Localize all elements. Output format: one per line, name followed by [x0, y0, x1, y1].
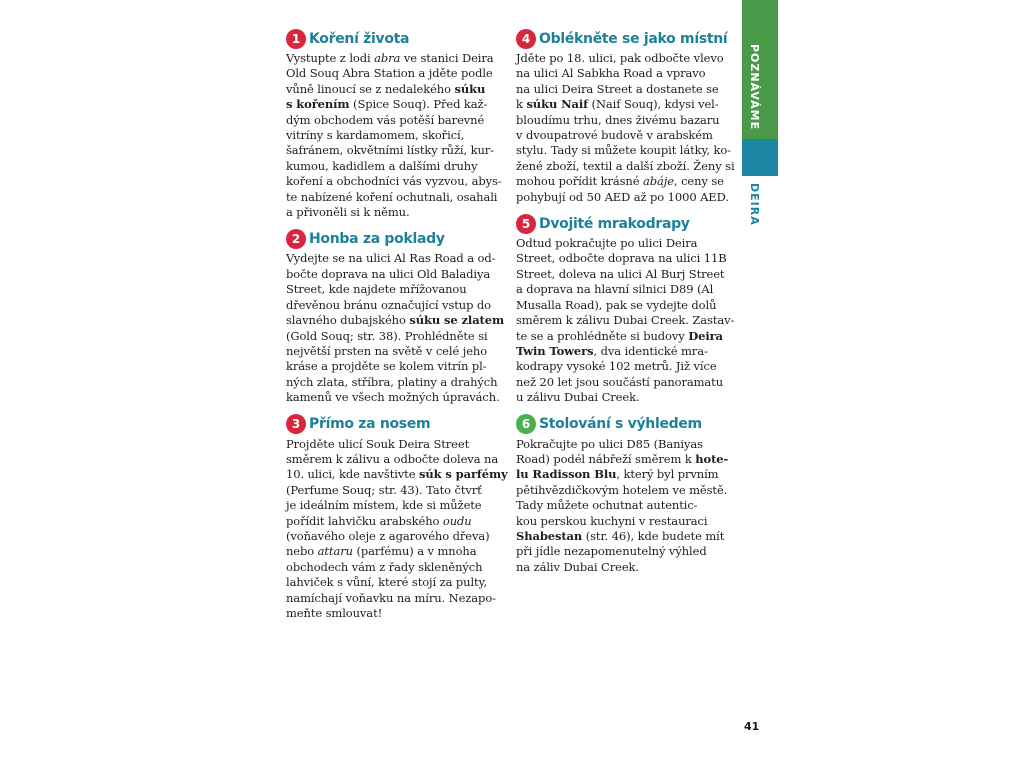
section-body [516, 236, 735, 405]
text-line [516, 544, 732, 559]
text-run: kou perskou kuchyni v restauraci [516, 513, 708, 528]
bold-place-name: súku [454, 81, 486, 96]
text-run: bočte doprava na ulici Old Baladiya [286, 266, 491, 281]
section-title: Honba za poklady [309, 230, 445, 247]
section-body [286, 436, 508, 622]
text-line [286, 282, 504, 297]
text-line [286, 544, 504, 559]
text-line [286, 174, 504, 189]
text-run: nebo [286, 544, 318, 559]
text-line [286, 359, 504, 374]
text-run: namíchají voňavku na míru. Nezapo- [286, 590, 496, 605]
text-line [516, 298, 732, 313]
text-line [516, 190, 732, 205]
text-line [516, 128, 732, 143]
text-line [286, 298, 504, 313]
italic-term: attaru [317, 544, 353, 559]
text-run: Road) podél nábřeží směrem k [516, 451, 696, 466]
text-line [286, 575, 504, 590]
text-line [516, 236, 732, 251]
text-run: Street, odbočte doprava na ulici 11B [516, 251, 727, 266]
section-number-badge: 6 [516, 414, 536, 434]
text-run: obchodech vám z řady skleněných [286, 559, 483, 574]
italic-term: oudu [442, 513, 472, 528]
bold-place-name: Shabestan [516, 528, 583, 543]
text-line [516, 437, 732, 452]
bold-place-name: hote- [695, 451, 729, 466]
chapter-tab-deira [742, 139, 778, 176]
text-run: Vystupte z lodi [286, 51, 375, 65]
page-number: 41 [744, 720, 760, 733]
text-run: kamenů ve všech možných úpravách. [286, 390, 500, 405]
text-run: a doprava na hlavní silnici D89 (Al [516, 282, 714, 297]
text-line [286, 51, 504, 66]
text-run: než 20 let jsou součástí panoramatu [516, 374, 724, 389]
text-line [516, 483, 732, 498]
text-run: dřevěnou bránu označující vstup do [286, 297, 491, 312]
text-line [286, 344, 504, 359]
text-run: vitríny s kardamomem, skořicí, [286, 128, 465, 143]
text-run: Street, kde najdete mřížovanou [286, 282, 467, 297]
text-run: směrem k zálivu Dubai Creek. Zastav- [516, 313, 735, 328]
text-line [516, 251, 732, 266]
text-run: Old Souq Abra Station a jděte podle [286, 66, 493, 81]
text-run: Projděte ulicí Souk Deira Street [286, 436, 470, 451]
text-line [516, 267, 732, 282]
text-run: meňte smlouvat! [286, 606, 383, 620]
text-run: mohou pořídit krásné [516, 174, 643, 189]
text-run: pohybují od 50 AED až po 1000 AED. [516, 189, 729, 204]
section-title: Přímo za nosem [309, 416, 431, 433]
bold-place-name: súku Naif [526, 97, 588, 112]
text-line [286, 128, 504, 143]
section-body [516, 51, 735, 205]
text-run: na záliv Dubai Creek. [516, 559, 639, 574]
section-body [286, 51, 504, 220]
section-title: Oblékněte se jako místní [539, 30, 728, 47]
text-run: lahviček s vůní, které stojí za pulty, [286, 575, 488, 590]
section-3 [286, 414, 508, 622]
text-run: ve stanici Deira [400, 51, 494, 65]
section-heading [286, 28, 504, 49]
section-title: Koření života [309, 30, 410, 47]
text-line [516, 560, 732, 575]
italic-term: abra [374, 51, 401, 65]
section-number-badge: 5 [516, 214, 536, 234]
text-line [286, 267, 504, 282]
text-run: Musalla Road), pak se vydejte dolů [516, 297, 717, 312]
text-line [286, 514, 504, 529]
text-run: v dvoupatrové budově v arabském [516, 128, 713, 143]
text-run: (Perfume Souq; str. 43). Tato čtvrť [286, 482, 482, 497]
text-run: šafránem, okvětními lístky růží, kur- [286, 143, 494, 158]
text-run: Jděte po 18. ulici, pak odbočte vlevo [516, 51, 724, 65]
text-line [516, 158, 735, 174]
section-body [286, 251, 504, 405]
text-run: je ideálním místem, kde si můžete [286, 498, 482, 513]
text-line [286, 390, 504, 405]
text-run: bloudímu trhu, dnes živému bazaru [516, 112, 720, 127]
text-line [286, 97, 504, 112]
section-heading [286, 228, 504, 249]
text-line [286, 483, 504, 498]
section-heading [516, 414, 732, 435]
text-line [286, 190, 504, 205]
text-run: (parfému) a v mnoha [352, 544, 477, 559]
text-run: k [516, 97, 527, 112]
text-line [286, 205, 504, 220]
text-line [516, 467, 732, 482]
text-run: (str. 46), kde budete mít [582, 528, 725, 543]
bold-place-name: s kořením [286, 97, 350, 112]
section-body [516, 437, 732, 576]
text-line [516, 66, 732, 81]
section-title: Dvojité mrakodrapy [539, 215, 690, 232]
text-line [516, 82, 732, 97]
text-line [516, 143, 732, 158]
text-line [286, 313, 504, 328]
text-line [286, 606, 504, 621]
left-column [286, 28, 508, 629]
text-line [286, 66, 504, 81]
text-run: , dva identické mra- [593, 343, 708, 358]
text-line [286, 529, 504, 544]
text-run: te se a prohlédněte si budovy [516, 328, 689, 343]
section-5 [516, 213, 735, 405]
text-run: vůně linoucí se z nedalekého [286, 81, 455, 96]
text-run: směrem k zálivu a odbočte doleva na [286, 451, 499, 466]
text-line [286, 82, 504, 97]
text-run: kráse a projděte se kolem vitrín pl- [286, 359, 487, 374]
text-line [516, 113, 732, 128]
italic-term: abáje [643, 174, 674, 189]
section-number-badge: 3 [286, 414, 306, 434]
text-run: Street, doleva na ulici Al Burj Street [516, 266, 725, 281]
text-run: Odtud pokračujte po ulici Deira [516, 236, 698, 251]
text-run: (Naif Souq), kdysi vel- [588, 97, 719, 112]
text-run: (voňavého oleje z agarového dřeva) [286, 528, 490, 543]
text-line [516, 375, 732, 390]
text-run: slavného dubajského [286, 313, 410, 328]
text-line [286, 143, 504, 158]
text-line [516, 329, 732, 344]
right-column [516, 28, 735, 583]
text-run: na ulici Al Sabkha Road a vpravo [516, 66, 706, 81]
text-line [516, 282, 732, 297]
text-line [286, 329, 504, 344]
text-line [516, 174, 732, 189]
section-1 [286, 28, 504, 220]
text-line [516, 359, 732, 374]
bold-place-name: súk s parfémy [418, 467, 508, 482]
text-line [286, 113, 504, 128]
text-line [516, 344, 732, 359]
text-line [286, 251, 504, 266]
text-run: koření a obchodníci vás vyzvou, abys- [286, 174, 502, 189]
text-line [286, 498, 504, 513]
text-run: te nabízené koření ochutnali, osahali [286, 189, 498, 204]
section-title: Stolování s výhledem [539, 416, 702, 433]
text-line [286, 159, 504, 174]
bold-place-name: súku se zlatem [409, 313, 505, 328]
text-line [286, 560, 504, 575]
text-run: pětihvězdičkovým hotelem ve městě. [516, 482, 728, 497]
text-run: žené zboží, textil a další zboží. Ženy si [516, 158, 735, 173]
bold-place-name: Deira [688, 328, 723, 343]
text-run: (Gold Souq; str. 38). Prohlédněte si [286, 328, 488, 343]
section-number-badge: 2 [286, 229, 306, 249]
text-run: , ceny se [673, 174, 724, 189]
text-run: kumou, kadidlem a dalšími druhy [286, 158, 478, 173]
text-run: pořídit lahvičku arabského [286, 513, 443, 528]
text-line [516, 51, 732, 66]
text-run: Pokračujte po ulici D85 (Baniyas [516, 436, 703, 451]
text-run: při jídle nezapomenutelný výhled [516, 544, 707, 559]
text-line [286, 591, 504, 606]
text-run: Vydejte se na ulici Al Ras Road a od- [286, 251, 496, 266]
text-run: ných zlata, stříbra, platiny a drahých [286, 374, 498, 389]
text-line [516, 498, 732, 513]
text-run: stylu. Tady si můžete koupit látky, ko- [516, 143, 731, 158]
section-number-badge: 1 [286, 29, 306, 49]
section-6 [516, 414, 732, 576]
text-line [286, 437, 504, 452]
bold-place-name: lu Radisson Blu [516, 467, 617, 482]
text-run: kodrapy vysoké 102 metrů. Již více [516, 359, 717, 374]
section-heading [516, 28, 732, 49]
text-line [286, 452, 504, 467]
section-heading [516, 213, 732, 234]
text-line [516, 514, 732, 529]
text-run: , který byl prvním [616, 467, 719, 482]
text-run: (Spice Souq). Před kaž- [349, 97, 488, 112]
section-tab-label: DEIRA [748, 183, 761, 226]
section-number-badge: 4 [516, 29, 536, 49]
text-run: na ulici Deira Street a dostanete se [516, 81, 719, 96]
text-run: a přivoněli si k němu. [286, 205, 410, 220]
chapter-tab-label: POZNÁVÁME [748, 44, 761, 131]
text-run: dým obchodem vás potěší barevné [286, 112, 485, 127]
text-line [516, 97, 732, 112]
text-run: u zálivu Dubai Creek. [516, 390, 640, 405]
bold-place-name: Twin Towers [516, 343, 594, 358]
text-line [516, 529, 732, 544]
text-line [286, 375, 504, 390]
text-line [516, 452, 732, 467]
text-run: 10. ulici, kde navštivte [286, 467, 419, 482]
text-line [516, 313, 735, 328]
text-run: Tady můžete ochutnat autentic- [516, 498, 698, 513]
section-4 [516, 28, 735, 205]
text-run: největší prsten na světě v celé jeho [286, 343, 488, 358]
section-2 [286, 228, 504, 405]
text-line [516, 390, 732, 405]
text-line [286, 467, 508, 482]
section-heading [286, 414, 504, 435]
